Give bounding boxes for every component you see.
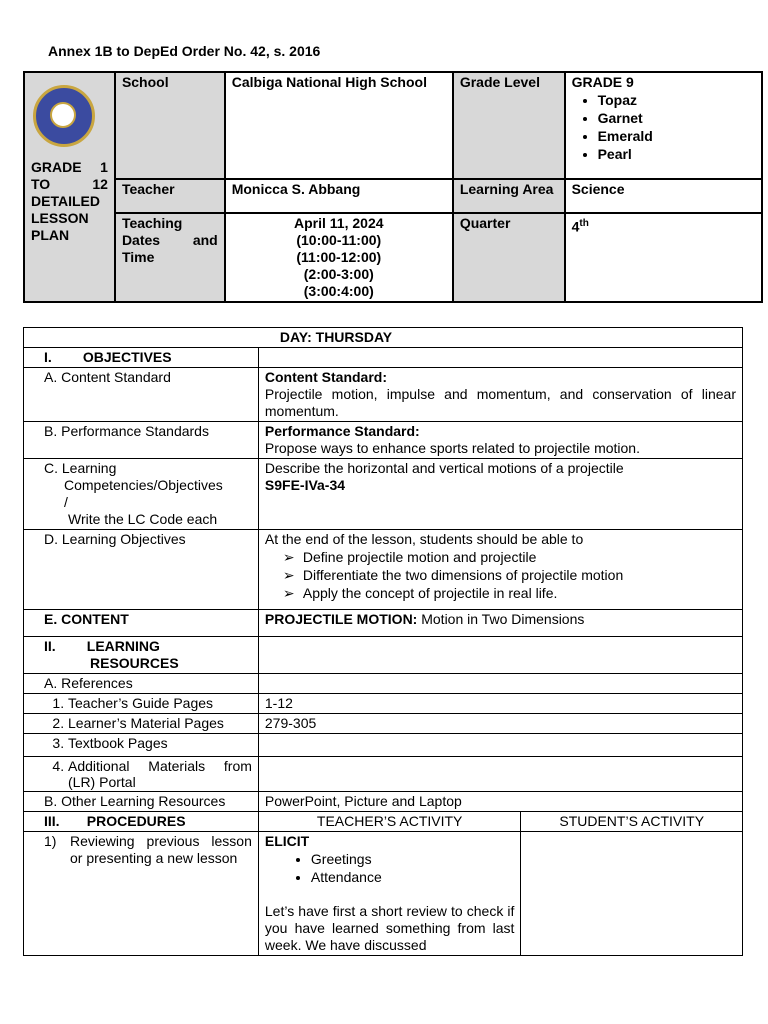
- other-resources-label: B. Other Learning Resources: [24, 792, 259, 812]
- learning-area-label: Learning Area: [453, 179, 565, 213]
- lesson-plan-title: GRADE 1 TO 12 DETAILED LESSON PLAN: [31, 159, 108, 243]
- teacher-activity-heading: TEACHER’S ACTIVITY: [258, 812, 521, 832]
- elicit-list: [265, 850, 515, 886]
- section-item: • Emerald: [598, 127, 755, 145]
- lesson-plan-title-cell: [24, 72, 115, 302]
- day-row: DAY: THURSDAY: [24, 328, 743, 348]
- deped-seal-icon: [33, 85, 95, 147]
- reference-row-label: 1. Teacher’s Guide Pages: [24, 694, 259, 714]
- reference-row-label: 2. Learner’s Material Pages: [24, 714, 259, 734]
- objective-item: ➢ Differentiate the two dimensions of projectile motion: [303, 566, 736, 584]
- school-label: School: [115, 72, 225, 179]
- grade-level-value: GRADE 9 • Topaz • Garnet • Emerald • Pearl: [565, 72, 762, 179]
- reference-row-value: 279-305: [258, 714, 742, 734]
- references-label: A. References: [24, 674, 259, 694]
- competencies-label: C. Learning Competencies/Objectives / Write the LC Code each: [24, 459, 259, 530]
- learning-area-value: Science: [565, 179, 762, 213]
- content-standard-label: A. Content Standard: [24, 368, 259, 422]
- annex-heading: Annex 1B to DepEd Order No. 42, s. 2016: [48, 43, 321, 59]
- objective-item: ➢ Apply the concept of projectile in real life.: [303, 584, 736, 602]
- teaching-dates-value: April 11, 2024 (10:00-11:00) (11:00-12:00) (2:00-3:00) (3:00:4:00): [225, 213, 453, 302]
- grade-level-label: Grade Level: [453, 72, 565, 179]
- teacher-value: Monicca S. Abbang: [225, 179, 453, 213]
- reference-row-value: [258, 757, 742, 792]
- competencies-value: Describe the horizontal and vertical motions of a projectile S9FE-IVa-34: [258, 459, 742, 530]
- section-list: [572, 91, 755, 163]
- objective-item: ➢ Define projectile motion and projectile: [303, 548, 736, 566]
- teaching-dates-label: Teaching Dates and Time: [115, 213, 225, 302]
- step-1-teacher-activity: ELICIT • Greetings • Attendance Let’s have first a short review to check if you have learned something from last week. We have discussed: [258, 832, 521, 956]
- content-label: E. CONTENT: [24, 610, 259, 637]
- performance-standards-label: B. Performance Standards: [24, 422, 259, 459]
- section-item: • Garnet: [598, 109, 755, 127]
- step-1-label: 1) Reviewing previous lesson or presenting a new lesson: [24, 832, 259, 956]
- quarter-label: Quarter: [453, 213, 565, 302]
- other-resources-value: PowerPoint, Picture and Laptop: [258, 792, 742, 812]
- student-activity-heading: STUDENT’S ACTIVITY: [521, 812, 743, 832]
- reference-row-value: 1-12: [258, 694, 742, 714]
- step-1-student-activity: [521, 832, 743, 956]
- reference-row-label: 4. Additional Materials from (LR) Portal: [24, 757, 259, 792]
- elicit-item: • Attendance: [311, 868, 515, 886]
- quarter-value: 4th: [565, 213, 762, 302]
- reference-row-label: 3. Textbook Pages: [24, 734, 259, 757]
- elicit-item: • Greetings: [311, 850, 515, 868]
- lesson-body-table: [23, 327, 743, 956]
- content-standard-value: Content Standard: Projectile motion, impulse and momentum, and conservation of linear momentum.: [258, 368, 742, 422]
- reference-row-value: [258, 734, 742, 757]
- section-item: • Pearl: [598, 145, 755, 163]
- school-value: Calbiga National High School: [225, 72, 453, 179]
- learning-objectives-value: At the end of the lesson, students should be able to ➢ Define projectile motion and projectile ➢ Differentiate the two dimensions of projectile motion ➢ Apply the concept of projectile in real life.: [258, 530, 742, 610]
- learning-objectives-label: D. Learning Objectives: [24, 530, 259, 610]
- objectives-heading: I. OBJECTIVES: [24, 348, 259, 368]
- objectives-list: [265, 548, 736, 602]
- procedures-heading: III. PROCEDURES: [24, 812, 259, 832]
- section-item: • Topaz: [598, 91, 755, 109]
- learning-resources-heading: II. LEARNING RESOURCES: [24, 637, 259, 674]
- content-value: PROJECTILE MOTION: Motion in Two Dimensions: [258, 610, 742, 637]
- performance-standards-value: Performance Standard: Propose ways to enhance sports related to projectile motion.: [258, 422, 742, 459]
- teacher-label: Teacher: [115, 179, 225, 213]
- header-table: [23, 71, 763, 303]
